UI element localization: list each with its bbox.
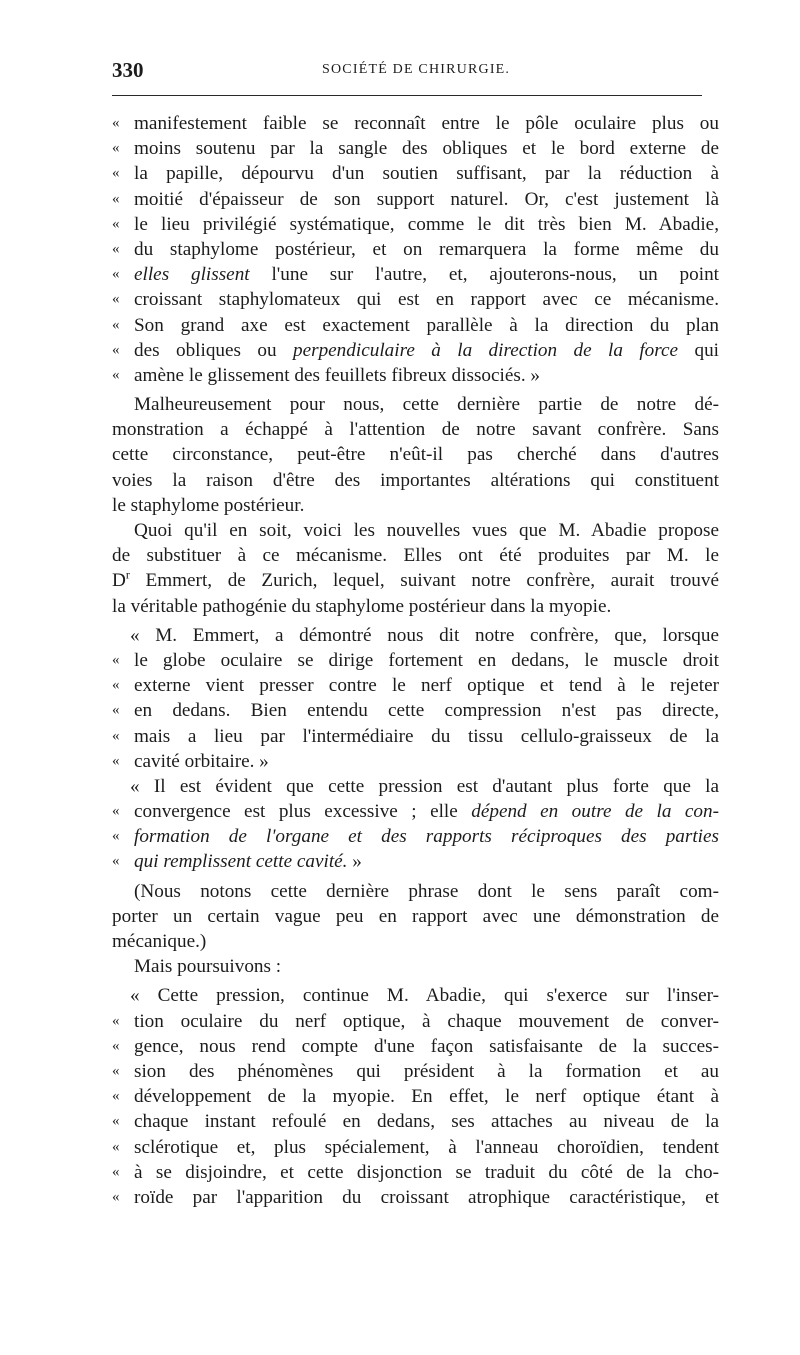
quote-mark: « <box>112 316 120 333</box>
quote-mark: « <box>112 677 120 694</box>
paragraph <box>112 954 719 979</box>
text-line: « moitié d'épaisseur de son support naturel. Or, c'est justement là <box>112 187 719 212</box>
text-line: porter un certain vague peu en rapport avec une démonstration de <box>112 905 719 927</box>
paragraph-quoted-continuation <box>112 111 719 388</box>
text-line: « M. Emmert, a démontré nous dit notre confrère, que, lorsque <box>130 624 719 646</box>
text-line: « Cette pression, continue M. Abadie, qui s'exerce sur l'inser- <box>130 985 719 1007</box>
text-line: « manifestement faible se reconnaît entre le pôle oculaire plus ou <box>112 111 719 136</box>
italic-phrase: perpendiculaire à la direction de la force <box>293 339 679 361</box>
text-line: « roïde par l'apparition du croissant atrophique caractéristique, et <box>112 1185 719 1210</box>
text-line: « chaque instant refoulé en dedans, ses attaches au niveau de la <box>112 1109 719 1134</box>
quote-mark: « <box>112 366 120 383</box>
text-line: le staphylome postérieur. <box>112 494 305 516</box>
text-line: « moins soutenu par la sangle des obliques et le bord externe de <box>112 136 719 161</box>
quote-mark: « <box>112 140 120 157</box>
quote-mark: « <box>112 1163 120 1180</box>
text-line: « Son grand axe est exactement parallèle à la direction du plan <box>112 313 719 338</box>
quote-mark: « <box>112 1188 120 1205</box>
quote-mark: « <box>112 115 120 131</box>
text-line: la véritable pathogénie du staphylome postérieur dans la myopie. <box>112 595 612 617</box>
paragraph <box>112 392 719 518</box>
text-line: monstration a échappé à l'attention de notre savant confrère. Sans <box>112 419 719 441</box>
quote-mark: « <box>112 727 120 744</box>
quote-mark: « <box>112 651 120 668</box>
text-line: « amène le glissement des feuillets fibreux dissociés. » <box>112 363 719 388</box>
quote-mark: « <box>112 291 120 308</box>
text-line: « tion oculaire du nerf optique, à chaque mouvement de conver- <box>112 1009 719 1034</box>
text-line: « des obliques ou perpendiculaire à la direction de la force qui <box>112 338 719 363</box>
text-line: « développement de la myopie. En effet, le nerf optique étant à <box>112 1084 719 1109</box>
quote-mark: « <box>112 853 120 870</box>
quote-mark: « <box>112 215 120 232</box>
quote-mark: « <box>112 240 120 257</box>
text-line: (Nous notons cette dernière phrase dont le sens paraît com- <box>134 880 719 902</box>
italic-phrase: qui remplissent cette cavité. <box>134 851 348 873</box>
text-line: « en dedans. Bien entendu cette compression n'est pas directe, <box>112 698 719 723</box>
quote-mark: « <box>112 702 120 719</box>
text-line: Mais poursuivons : <box>134 956 282 978</box>
text-line: « cavité orbitaire. » <box>112 749 719 774</box>
text-line: de substituer à ce mécanisme. Elles ont été produites par M. le <box>112 545 719 567</box>
text-line: « gence, nous rend compte d'une façon satisfaisante de la succes- <box>112 1034 719 1059</box>
italic-phrase: dépend en outre de la con- <box>471 801 719 823</box>
text-line: « sclérotique et, plus spécialement, à l'anneau choroïdien, tendent <box>112 1135 719 1160</box>
quote-mark: « <box>112 165 120 182</box>
italic-phrase: elles glissent <box>134 264 250 286</box>
quote-mark: « <box>112 1113 120 1130</box>
quote-mark: « <box>112 1037 120 1054</box>
text-line: « qui remplissent cette cavité. » <box>112 849 719 874</box>
quote-mark: « <box>112 341 120 358</box>
text-line: « du staphylome postérieur, et on remarquera la forme même du <box>112 237 719 262</box>
text-line: Malheureusement pour nous, cette dernière partie de notre dé- <box>134 394 719 416</box>
header-rule <box>112 95 702 96</box>
body-text <box>112 111 719 1210</box>
text-line: cette circonstance, peut-être n'eût-il pas cherché dans d'autres <box>112 444 719 466</box>
text-line: Quoi qu'il en soit, voici les nouvelles vues que M. Abadie propose <box>134 520 719 541</box>
text-line: mécanique.) <box>112 931 207 952</box>
quote-mark: « <box>112 266 120 283</box>
paragraph <box>112 518 719 619</box>
text-line: « sion des phénomènes qui président à la formation et au <box>112 1059 719 1084</box>
text-line: « externe vient presser contre le nerf optique et tend à le rejeter <box>112 673 719 698</box>
text-line: $D^r$ Emmert, de Zurich, lequel, suivant notre confrère, aurait trouvé <box>112 567 719 592</box>
text-line: voies la raison d'être des importantes altérations qui constituent <box>112 469 719 491</box>
quote-mark: « <box>112 752 120 769</box>
quote-mark: « <box>112 190 120 207</box>
paragraph <box>112 879 719 955</box>
text-line <box>112 824 719 849</box>
quote-mark: « <box>112 1012 120 1029</box>
superscript: r <box>125 567 130 582</box>
paragraph-quotation <box>112 983 719 1210</box>
text-line: « le lieu privilégié systématique, comme le dit très bien M. Abadie, <box>112 212 719 237</box>
page-header <box>112 58 702 82</box>
text-line: « le globe oculaire se dirige fortement en dedans, le muscle droit <box>112 648 719 673</box>
quote-mark: « <box>112 1138 120 1155</box>
text-line: « la papille, dépourvu d'un soutien suffisant, par la réduction à <box>112 161 719 186</box>
text-line: « Il est évident que cette pression est d'autant plus forte que la <box>130 775 719 797</box>
text-line: « mais a lieu par l'intermédiaire du tissu cellulo-graisseux de la <box>112 724 719 749</box>
paragraph-quotation <box>112 774 719 875</box>
page-number: 330 <box>112 58 144 82</box>
running-head: SOCIÉTÉ DE CHIRURGIE. <box>322 62 511 77</box>
text-line: « croissant staphylomateux qui est en rapport avec ce mécanisme. <box>112 287 719 312</box>
quote-mark: « <box>112 1062 120 1079</box>
text-line: « elles glissent l'une sur l'autre, et, ajouterons-nous, un point <box>112 262 719 287</box>
quote-mark: « <box>112 1088 120 1105</box>
text-line: « convergence est plus excessive ; elle dépend en outre de la con- <box>112 799 719 824</box>
paragraph-quotation <box>112 623 719 774</box>
quote-mark: « <box>112 828 120 845</box>
italic-phrase: formation de l'organe et des rapports réciproques des parties <box>134 826 719 848</box>
quote-mark: « <box>112 803 120 820</box>
text-line: « à se disjoindre, et cette disjonction se traduit du côté de la cho- <box>112 1160 719 1185</box>
